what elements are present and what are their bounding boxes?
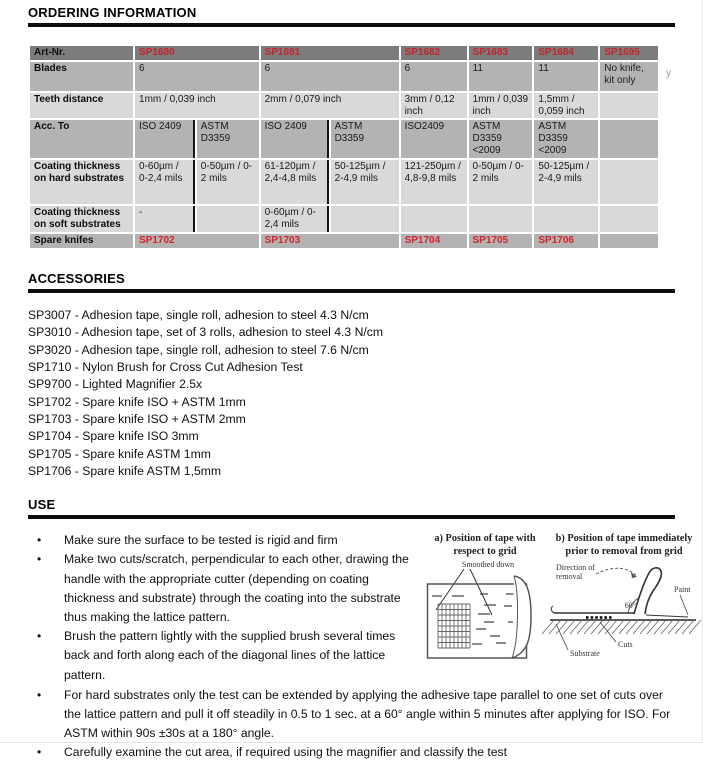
- cell-teeth-sp1684: 1,5mm / 0,059 inch: [534, 93, 598, 119]
- cell-soft-sp1683: [469, 206, 533, 232]
- cell-teeth-sp1682: 3mm / 0,12 inch: [401, 93, 467, 119]
- table-row-teeth: [30, 93, 658, 119]
- direction-of-removal-label: Direction of: [556, 562, 595, 572]
- table-row-hard: [30, 160, 658, 204]
- use-content: [28, 531, 693, 685]
- cell-blades-sp1684: 11: [534, 62, 598, 91]
- section-use: [28, 497, 693, 762]
- use-bullet: • Brush the pattern lightly with the supplied brush several times back and forth along each of the diagonal lines of the lattice pattern.: [28, 627, 410, 685]
- cell-accto-sp1682: ISO2409: [401, 120, 467, 158]
- figure-b-drawing: [548, 558, 700, 662]
- row-label-teeth: Teeth distance: [30, 93, 133, 119]
- cell-accto-sp1681-iso: ISO 2409: [261, 120, 329, 158]
- row-label-artnr: Art-Nr.: [30, 46, 133, 60]
- section-ordering: [28, 5, 675, 250]
- cell-hard-sp1683: 0-50µm / 0-2 mils: [469, 160, 533, 204]
- accessories-list: [28, 307, 675, 480]
- cell-hard-sp1681-astm: 50-125µm / 2-4,9 mils: [331, 160, 399, 204]
- cell-spare-sp1680: SP1702: [135, 234, 259, 248]
- cell-blades-sp1683: 11: [469, 62, 533, 91]
- accessory-item: SP3020 - Adhesion tape, single roll, adhesion to steel 7.6 N/cm: [28, 342, 369, 357]
- accessories-heading-rule: [28, 289, 675, 293]
- substrate-label: Substrate: [570, 648, 600, 658]
- accessory-item: SP1704 - Spare knife ISO 3mm: [28, 429, 199, 444]
- cell-blades-sp1681: 6: [261, 62, 399, 91]
- cell-accto-sp1680-iso: ISO 2409: [135, 120, 195, 158]
- cell-soft-sp1681-iso: 0-60µm / 0-2,4 mils: [261, 206, 329, 232]
- removal-direction-arrow: [596, 568, 636, 575]
- product-sp1682: SP1682: [401, 46, 467, 60]
- accessory-item: SP3007 - Adhesion tape, single roll, adhesion to steel 4.3 N/cm: [28, 308, 369, 323]
- accessory-item: SP9700 - Lighted Magnifier 2.5x: [28, 377, 203, 392]
- cell-hard-sp1680-iso: 0-60µm / 0-2,4 mils: [135, 160, 195, 204]
- cell-blades-sp1682: 6: [401, 62, 467, 91]
- cell-hard-sp1682: 121-250µm / 4,8-9,8 mils: [401, 160, 467, 204]
- cell-blades-sp1695: No knife, kit only: [600, 62, 658, 91]
- table-row-accto: [30, 120, 658, 158]
- accessories-heading: ACCESSORIES: [28, 271, 125, 287]
- row-label-accto: Acc. To: [30, 120, 133, 158]
- product-sp1680: SP1680: [135, 46, 259, 60]
- accessory-item: SP1703 - Spare knife ISO + ASTM 2mm: [28, 411, 246, 426]
- ordering-heading: ORDERING INFORMATION: [28, 5, 197, 20]
- cell-teeth-sp1683: 1mm / 0,039 inch: [469, 93, 533, 119]
- use-bullet: • Carefully examine the cut area, if required using the magnifier and classify the test: [28, 743, 675, 762]
- figure-a-drawing: [426, 558, 544, 662]
- row-label-soft: Coating thickness on soft substrates: [30, 206, 133, 232]
- cell-spare-sp1695: [600, 234, 658, 248]
- figure-a-caption: a) Position of tape with respect to grid: [434, 533, 536, 557]
- section-accessories: [28, 271, 675, 480]
- paint-label: Paint: [674, 584, 691, 594]
- product-sp1681: SP1681: [261, 46, 399, 60]
- cell-spare-sp1684: SP1706: [534, 234, 598, 248]
- ordering-table-wrap: [28, 44, 675, 250]
- use-bullets-wide: [28, 686, 675, 763]
- cell-spare-sp1682: SP1704: [401, 234, 467, 248]
- cell-soft-sp1681-astm: [331, 206, 399, 232]
- cell-accto-sp1683: ASTM D3359 <2009: [469, 120, 533, 158]
- cell-accto-sp1680-astm: ASTM D3359: [197, 120, 259, 158]
- peeled-tape: [634, 568, 661, 614]
- use-heading: USE: [28, 497, 56, 513]
- row-label-spare: Spare knifes: [30, 234, 133, 248]
- cell-spare-sp1683: SP1705: [469, 234, 533, 248]
- use-bullet: • For hard substrates only the test can be extended by applying the adhesive tape parallel to one set of cuts over the lattice pattern and pull it off steadily in 0.5 to 1 sec. at a 60° angle within 5 minutes after applying for ISO. For ASTM within 90s ±30s at a 180° angle.: [28, 686, 675, 744]
- product-sp1695: SP1695: [600, 46, 658, 60]
- cell-hard-sp1680-astm: 0-50µm / 0-2 mils: [197, 160, 259, 204]
- cell-soft-sp1680-iso: -: [135, 206, 195, 232]
- angle-label: 60°: [624, 600, 636, 610]
- direction-of-removal-label2: removal: [556, 571, 583, 581]
- cell-hard-sp1695: [600, 160, 658, 204]
- use-heading-rule: [28, 515, 675, 519]
- product-sp1684: SP1684: [534, 46, 598, 60]
- cell-soft-sp1682: [401, 206, 467, 232]
- table-row-blades: [30, 62, 658, 91]
- cell-accto-sp1695: [600, 120, 658, 158]
- tape-texture-dashes: [432, 594, 518, 644]
- cell-soft-sp1684: [534, 206, 598, 232]
- row-label-hard: Coating thickness on hard substrates: [30, 160, 133, 204]
- accessory-item: SP1702 - Spare knife ISO + ASTM 1mm: [28, 394, 246, 409]
- tape-position-figure: [426, 533, 700, 685]
- ordering-heading-rule: [28, 23, 675, 27]
- cell-blades-sp1680: 6: [135, 62, 259, 91]
- use-bullets-narrow: [28, 531, 410, 685]
- cell-soft-sp1680-astm: [197, 206, 259, 232]
- stray-text: y: [666, 68, 671, 79]
- cell-hard-sp1684: 50-125µm / 2-4,9 mils: [534, 160, 598, 204]
- cell-teeth-sp1695: [600, 93, 658, 119]
- table-row-soft: [30, 206, 658, 232]
- cell-teeth-sp1680: 1mm / 0,039 inch: [135, 93, 259, 119]
- cell-soft-sp1695: [600, 206, 658, 232]
- table-row-spare: [30, 234, 658, 248]
- use-bullet: • Make two cuts/scratch, perpendicular to each other, drawing the handle with the appropriate cutter (depending on coating thickness and substrate) through the coating into the substrate thus making the lattice pattern.: [28, 550, 410, 627]
- grid-pattern: [438, 604, 470, 648]
- cell-accto-sp1684: ASTM D3359 <2009: [534, 120, 598, 158]
- cell-accto-sp1681-astm: ASTM D3359: [331, 120, 399, 158]
- accessory-item: SP1705 - Spare knife ASTM 1mm: [28, 446, 211, 461]
- cell-teeth-sp1681: 2mm / 0,079 inch: [261, 93, 399, 119]
- product-sp1683: SP1683: [469, 46, 533, 60]
- cuts-label: Cuts: [618, 639, 633, 649]
- use-bullet: • Make sure the surface to be tested is rigid and firm: [28, 531, 410, 550]
- figure-a: [426, 533, 544, 685]
- cuts-marks: [586, 616, 612, 619]
- accessory-item: SP3010 - Adhesion tape, set of 3 rolls, adhesion to steel 4.3 N/cm: [28, 325, 384, 340]
- cell-hard-sp1681-iso: 61-120µm / 2,4-4,8 mils: [261, 160, 329, 204]
- ordering-table: [28, 44, 660, 250]
- table-row-artnr: [30, 46, 658, 60]
- figure-b: [548, 533, 700, 685]
- figure-b-caption: b) Position of tape immediately prior to removal from grid: [555, 533, 693, 557]
- accessory-item: SP1710 - Nylon Brush for Cross Cut Adhesion Test: [28, 360, 303, 375]
- accessory-item: SP1706 - Spare knife ASTM 1,5mm: [28, 463, 222, 478]
- smoothed-down-label: Smoothed down: [461, 559, 515, 569]
- substrate-hatch: [542, 620, 701, 634]
- row-label-blades: Blades: [30, 62, 133, 91]
- cell-spare-sp1681: SP1703: [261, 234, 399, 248]
